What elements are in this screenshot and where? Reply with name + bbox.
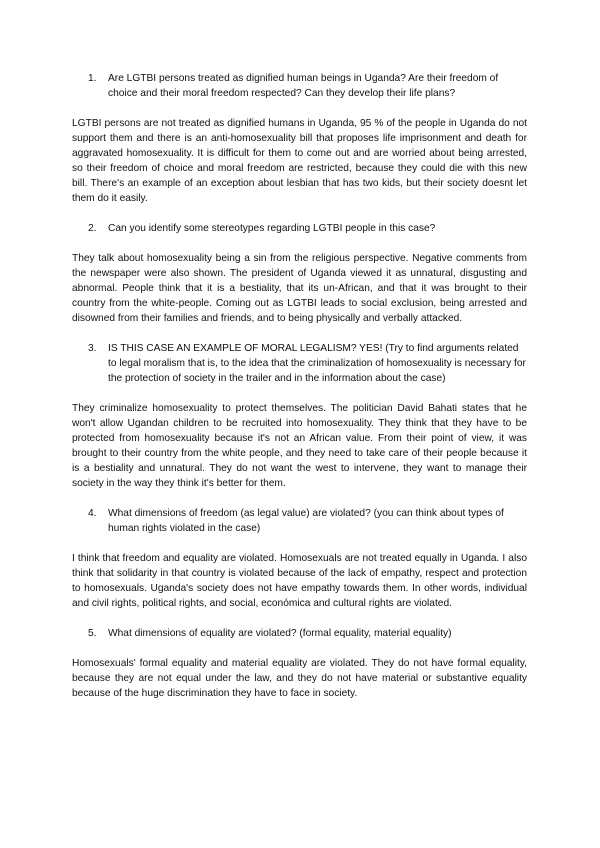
answer-5: Homosexuals' formal equality and material equality are violated. They do not have formal equality, because they are not equal under the law, and they do not have material or substantive equality because of the huge discrimination they have to face in society. xyxy=(72,658,527,699)
document-page xyxy=(72,71,527,716)
answer-3: They criminalize homosexuality to protect themselves. The politician David Bahati states that he won't allow Ugandan children to be recruited into homosexuality. They think that they have to be protected from homosexuality because it's not an African value. From their point of view, it was brought to their country from the white people, and they need to take care of their people because it is a bestiality and unnatural. They do not want the west to intervene, they want to manage their society in the way they think it's better for them. xyxy=(72,403,527,489)
question-3 xyxy=(88,341,527,386)
question-1 xyxy=(88,71,527,101)
question-text: Can you identify some stereotypes regarding LGTBI people in this case? xyxy=(108,223,436,234)
question-text: IS THIS CASE AN EXAMPLE OF MORAL LEGALISM? YES! (Try to find arguments related to legal moralism that is, to the idea that the criminalization of homosexuality is necessary for the protection of society in the trailer and in the information about the case) xyxy=(108,343,526,384)
question-number: 5. xyxy=(88,628,97,639)
question-4 xyxy=(88,506,527,536)
question-number: 4. xyxy=(88,508,97,519)
question-2 xyxy=(88,221,527,236)
answer-2: They talk about homosexuality being a sin from the religious perspective. Negative comments from the newspaper were also shown. The president of Uganda viewed it as unnatural, disgusting and abnormal. People think that it is a bestiality, that its un-African, and that it was brought to their country from the white-people. Coming out as LGTBI leads to social exclusion, being arrested and disowned from their families and friends, and to being physically and verbally attacked. xyxy=(72,253,527,324)
question-number: 3. xyxy=(88,343,97,354)
answer-4: I think that freedom and equality are violated. Homosexuals are not treated equally in Uganda. I also think that solidarity in that country is violated because of the lack of empathy, respect and protection to homosexuals. Uganda's society does not have empathy towards them. In other words, individual and civil rights, political rights, and social, económica and cultural rights are violated. xyxy=(72,553,527,609)
question-text: What dimensions of equality are violated? (formal equality, material equality) xyxy=(108,628,452,639)
question-text: Are LGTBI persons treated as dignified human beings in Uganda? Are their freedom of choice and their moral freedom respected? Can they develop their life plans? xyxy=(108,73,499,99)
answer-1: LGTBI persons are not treated as dignified humans in Uganda, 95 % of the people in Uganda do not support them and there is an anti-homosexuality bill that proposes life imprisonment and death for aggravated homosexuality. It is difficult for them to come out and are worried about being arrested, so their freedom of choice and moral freedom are restricted, because they could die with this new bill. There's an example of an exception about lesbian that has two kids, but their society doesnt let them do it easily. xyxy=(72,118,527,204)
question-number: 2. xyxy=(88,223,97,234)
question-text: What dimensions of freedom (as legal value) are violated? (you can think about types of human rights violated in the case) xyxy=(108,508,504,534)
question-number: 1. xyxy=(88,73,97,84)
question-5 xyxy=(88,626,527,641)
